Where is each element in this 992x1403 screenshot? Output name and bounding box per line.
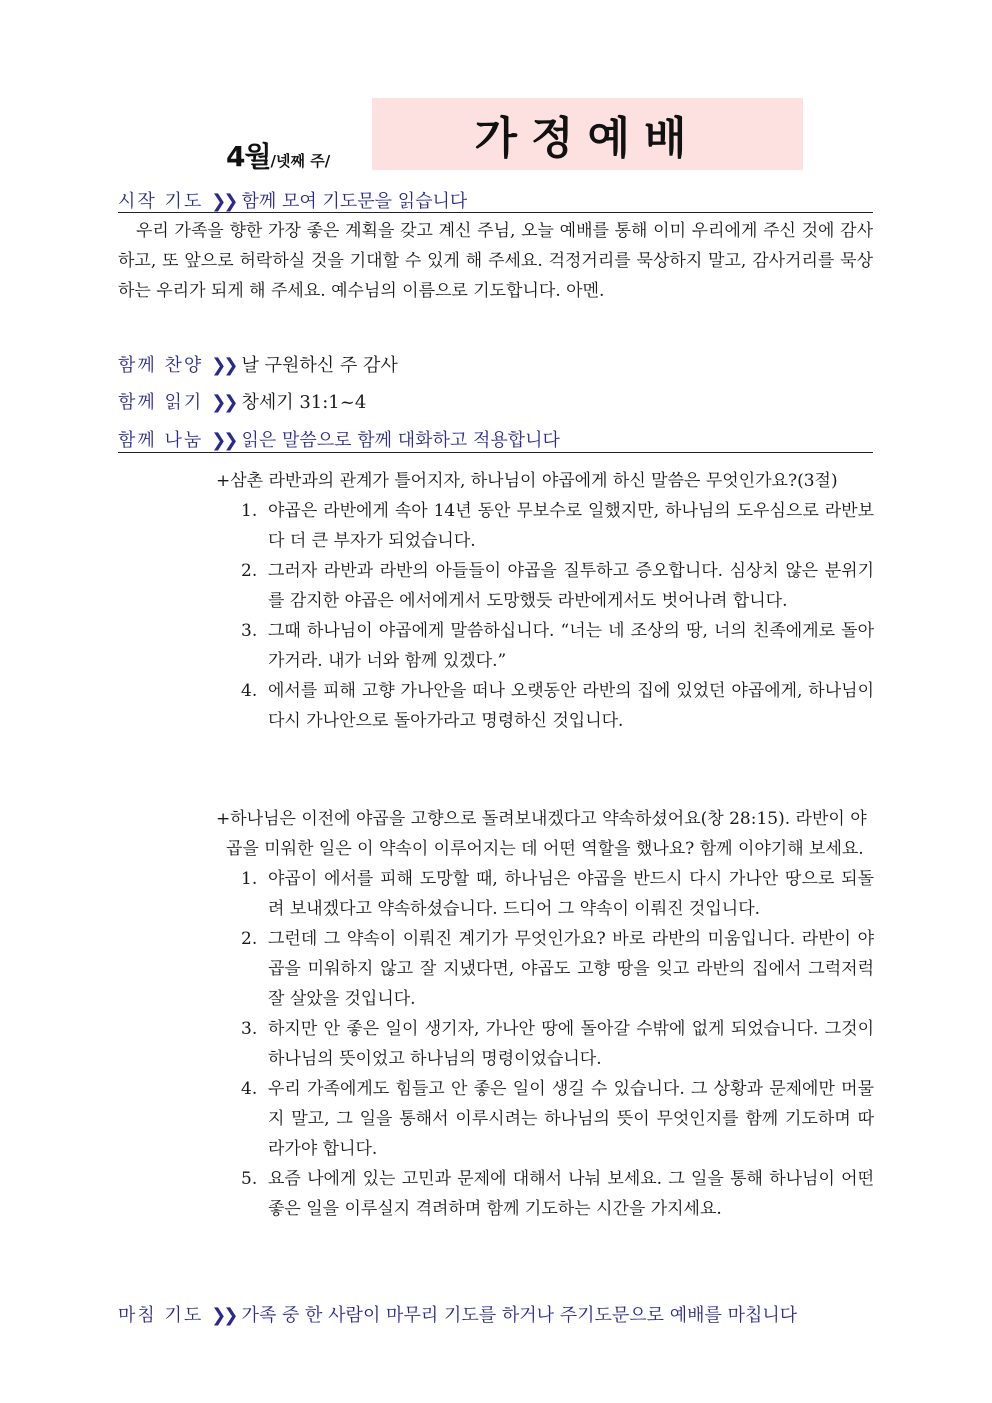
double-chevron-icon: ❯❯ <box>211 355 236 376</box>
list-item: 4. 우리 가족에게도 힘들고 안 좋은 일이 생길 수 있습니다. 그 상황과 문제에만 머물지 말고, 그 일을 통해서 이루시려는 하나님의 뜻이 무엇인지를 함께 기도하며 따라가야 합니다. <box>241 1079 874 1159</box>
opening-prayer-heading <box>118 187 467 213</box>
discussion-question <box>216 466 874 736</box>
month: 4월 <box>226 140 271 173</box>
praise-song: 날 구원하신 주 감사 <box>241 355 398 376</box>
list-item: 5. 요즘 나에게 있는 고민과 문제에 대해서 나눠 보세요. 그 일을 통해 하나님이 어떤 좋은 일을 이루실지 격려하며 함께 기도하는 시간을 가지세요. <box>241 1169 874 1219</box>
answer-list <box>216 496 874 736</box>
double-chevron-icon: ❯❯ <box>211 430 236 451</box>
page-title: 가정예배 <box>474 113 701 164</box>
double-chevron-icon: ❯❯ <box>211 392 236 413</box>
list-item: 4. 에서를 피해 고향 가나안을 떠나 오랫동안 라반의 집에 있었던 야곱에게, 하나님이 다시 가나안으로 돌아가라고 명령하신 것입니다. <box>241 681 874 731</box>
praise-heading <box>118 351 398 377</box>
closing-prayer-heading <box>118 1301 797 1327</box>
discussion-question <box>216 804 874 1224</box>
section-instruction: 함께 모여 기도문을 읽습니다 <box>241 191 468 212</box>
section-instruction: 가족 중 한 사람이 마무리 기도를 하거나 주기도문으로 예배를 마칩니다 <box>241 1305 798 1326</box>
double-chevron-icon: ❯❯ <box>211 191 236 212</box>
list-item: 1. 야곱은 라반에게 속아 14년 동안 무보수로 일했지만, 하나님의 도우심으로 라반보다 더 큰 부자가 되었습니다. <box>241 501 874 551</box>
week-label <box>226 135 330 175</box>
divider <box>118 212 873 213</box>
opening-prayer-text: 우리 가족을 향한 가장 좋은 계획을 갖고 계신 주님, 오늘 예배를 통해 이미 우리에게 주신 것에 감사하고, 또 앞으로 허락하실 것을 기대할 수 있게 해 주세요. 걱정거리를 묵상하지 말고, 감사거리를 묵상하는 우리가 되게 해 주세요. 예수님의 이름으로 기도합니다. 아멘. <box>118 221 873 301</box>
list-item: 2. 그러자 라반과 라반의 아들들이 야곱을 질투하고 증오합니다. 심상치 않은 분위기를 감지한 야곱은 에서에게서 도망했듯 라반에게서도 벗어나려 합니다. <box>241 561 874 611</box>
list-item: 1. 야곱이 에서를 피해 도망할 때, 하나님은 야곱을 반드시 다시 가나안 땅으로 되돌려 보내겠다고 약속하셨습니다. 드디어 그 약속이 이뤄진 것입니다. <box>241 869 874 919</box>
sharing-heading <box>118 426 560 452</box>
section-label: 시작 기도 <box>118 191 204 212</box>
list-item: 2. 그런데 그 약속이 이뤄진 계기가 무엇인가요? 바로 라반의 미움입니다. 라반이 야곱을 미워하지 않고 잘 지냈다면, 야곱도 고향 땅을 잊고 라반의 집에서 그럭저럭 잘 살았을 것입니다. <box>241 929 874 1009</box>
section-label: 함께 읽기 <box>118 392 204 413</box>
section-label: 마침 기도 <box>118 1305 204 1326</box>
answer-list <box>216 864 874 1224</box>
question-text: +삼촌 라반과의 관계가 틀어지자, 하나님이 야곱에게 하신 말씀은 무엇인가요?(3절) <box>216 471 838 491</box>
week: /넷째 주/ <box>270 152 331 170</box>
section-label: 함께 나눔 <box>118 430 204 451</box>
question-text: +하나님은 이전에 야곱을 고향으로 돌려보내겠다고 약속하셨어요(창 28:15). 라반이 야곱을 미워한 일은 이 약속이 이루어지는 데 어떤 역할을 했나요? 함께 이야기해 보세요. <box>216 809 867 859</box>
reading-passage: 창세기 31:1~4 <box>241 392 367 413</box>
list-item: 3. 그때 하나님이 야곱에게 말씀하십니다. “너는 네 조상의 땅, 너의 친족에게로 돌아가거라. 내가 너와 함께 있겠다.” <box>241 621 874 671</box>
reading-heading <box>118 388 366 414</box>
list-item: 3. 하지만 안 좋은 일이 생기자, 가나안 땅에 돌아갈 수밖에 없게 되었습니다. 그것이 하나님의 뜻이었고 하나님의 명령이었습니다. <box>241 1019 874 1069</box>
section-instruction: 읽은 말씀으로 함께 대화하고 적용합니다 <box>241 430 560 451</box>
section-label: 함께 찬양 <box>118 355 204 376</box>
divider <box>118 452 873 453</box>
title-box <box>372 98 803 170</box>
double-chevron-icon: ❯❯ <box>211 1305 236 1326</box>
